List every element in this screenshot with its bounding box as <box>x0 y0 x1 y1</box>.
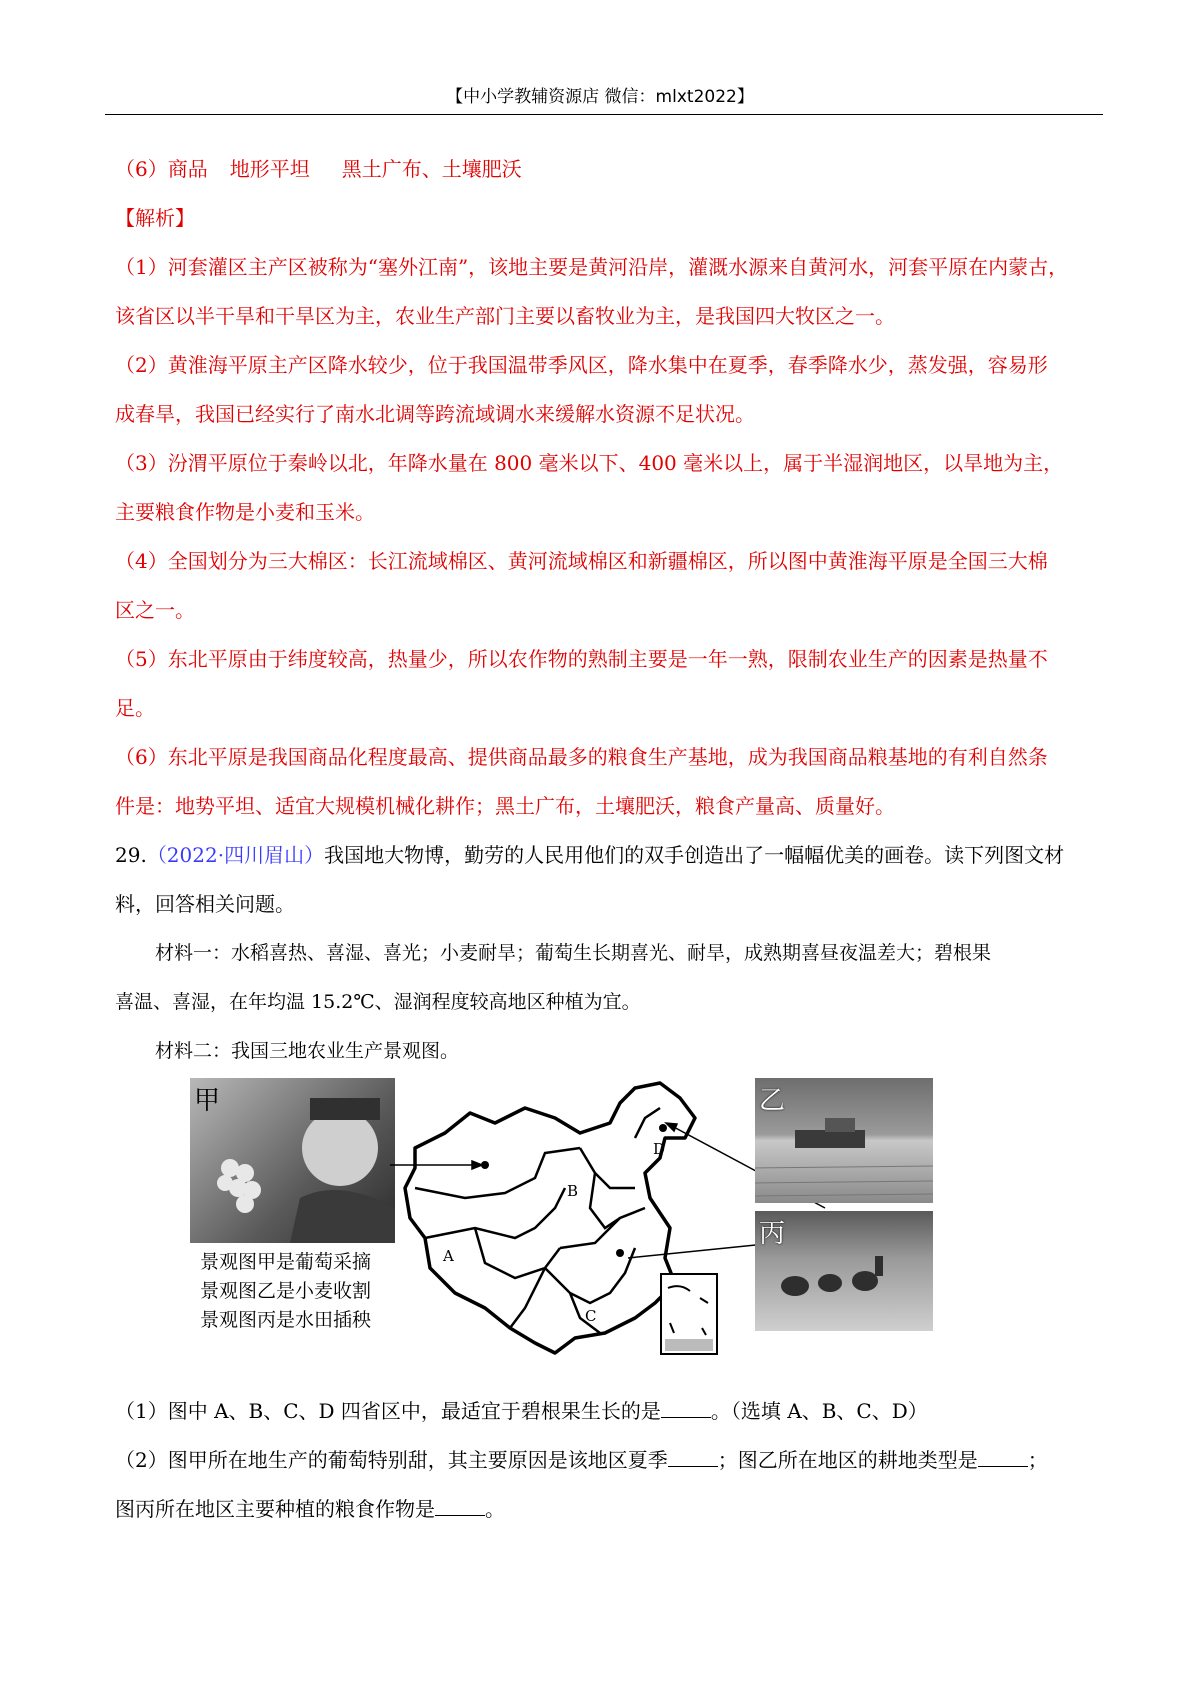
analysis-6-line1: （6）东北平原是我国商品化程度最高、提供商品最多的粮食生产基地，成为我国商品粮基地的有利自然条 <box>115 745 1048 769</box>
question-29 <box>115 831 1105 929</box>
answer-blank-2[interactable] <box>668 1446 718 1467</box>
question-text-2: 料，回答相关问题。 <box>115 892 295 916</box>
sub-question-1-text-a: （1）图中 A、B、C、D 四省区中，最适宜于碧根果生长的是 <box>115 1399 661 1423</box>
label-bing: 丙 <box>759 1219 786 1249</box>
question-text-1: 我国地大物博，勤劳的人民用他们的双手创造出了一幅幅优美的画卷。读下列图文材 <box>324 843 1065 867</box>
map-label-b: B <box>567 1182 579 1200</box>
photo-wheat-harvest <box>755 1078 933 1203</box>
sub-question-1 <box>115 1387 1105 1436</box>
photo-rice-transplanting <box>755 1211 933 1331</box>
answer-blank-3[interactable] <box>978 1446 1028 1467</box>
analysis-item-2 <box>115 341 1105 439</box>
answer-6 <box>115 145 1105 194</box>
sub-question-2-text-e: 。 <box>485 1497 505 1521</box>
question-number: 29. <box>115 843 147 867</box>
caption-bing: 景观图丙是水田插秧 <box>200 1309 372 1331</box>
analysis-5-line1: （5）东北平原由于纬度较高，热量少，所以农作物的熟制主要是一年一熟，限制农业生产的因素是热量不 <box>115 647 1048 671</box>
analysis-2-line1: （2）黄淮海平原主产区降水较少，位于我国温带季风区，降水集中在夏季，春季降水少，蒸发强，容易形 <box>115 353 1048 377</box>
analysis-item-5 <box>115 635 1105 733</box>
answer-blank-1[interactable] <box>661 1397 711 1418</box>
label-jia: 甲 <box>194 1086 221 1116</box>
analysis-item-1 <box>115 243 1105 341</box>
page-header: 【中小学教辅资源店 微信：mlxt2022】 <box>446 87 754 107</box>
analysis-item-6 <box>115 733 1105 831</box>
analysis-1-line1: （1）河套灌区主产区被称为“塞外江南”，该地主要是黄河沿岸，灌溉水源来自黄河水，河套平原在内蒙古， <box>115 255 1069 279</box>
answer-blank-4[interactable] <box>435 1495 485 1516</box>
analysis-3-line1: （3）汾渭平原位于秦岭以北，年降水量在 800 毫米以下、400 毫米以上，属于半湿润地区，以旱地为主， <box>115 451 1064 475</box>
answer-6-a: 商品 <box>167 157 208 181</box>
sub-question-2-text-b: ；图乙所在地区的耕地类型是 <box>717 1448 978 1472</box>
map-label-a: A <box>443 1247 454 1265</box>
analysis-5-line2: 足。 <box>115 696 155 720</box>
analysis-2-line2: 成春旱，我国已经实行了南水北调等跨流域调水来缓解水资源不足状况。 <box>115 402 755 426</box>
material-2: 材料二：我国三地农业生产景观图。 <box>155 1040 460 1062</box>
caption-yi: 景观图乙是小麦收割 <box>200 1280 372 1302</box>
analysis-item-4 <box>115 537 1105 635</box>
analysis-4-line2: 区之一。 <box>115 598 195 622</box>
answer-6-b: 地形平坦 <box>229 157 310 181</box>
header-divider <box>105 114 1103 115</box>
sub-question-1-text-b: 。（选填 A、B、C、D） <box>710 1399 928 1423</box>
analysis-title: 【解析】 <box>115 206 195 230</box>
analysis-3-line2: 主要粮食作物是小麦和玉米。 <box>115 500 375 524</box>
analysis-1-line2: 该省区以半干旱和干旱区为主，农业生产部门主要以畜牧业为主，是我国四大牧区之一。 <box>115 304 895 328</box>
analysis-item-3 <box>115 439 1105 537</box>
analysis-6-line2: 件是：地势平坦、适宜大规模机械化耕作；黑土广布，土壤肥沃，粮食产量高、质量好。 <box>115 794 895 818</box>
sub-question-2-text-a: （2）图甲所在地生产的葡萄特别甜，其主要原因是该地区夏季 <box>115 1448 668 1472</box>
analysis-4-line1: （4）全国划分为三大棉区：长江流域棉区、黄河流域棉区和新疆棉区，所以图中黄淮海平原是全国三大棉 <box>115 549 1048 573</box>
material-1-line2: 喜温、喜湿，在年均温 15.2℃、湿润程度较高地区种植为宜。 <box>115 991 641 1013</box>
sub-question-2-text-d: 图丙所在地区主要种植的粮食作物是 <box>115 1497 435 1521</box>
label-yi: 乙 <box>759 1086 786 1116</box>
material-1-line1: 材料一：水稻喜热、喜湿、喜光；小麦耐旱；葡萄生长期喜光、耐旱，成熟期喜昼夜温差大；碧根果 <box>155 942 992 964</box>
material-1 <box>115 929 1105 1027</box>
map-label-d: D <box>653 1140 666 1158</box>
map-label-c: C <box>585 1307 597 1325</box>
answer-6-c: 黑土广布、土壤肥沃 <box>341 157 522 181</box>
question-source: （2022·四川眉山） <box>146 843 325 867</box>
sub-question-2 <box>115 1436 1105 1534</box>
landscape-figure <box>190 1078 1030 1378</box>
answer-6-prefix: （6） <box>115 157 168 181</box>
sub-question-2-text-c: ； <box>1027 1448 1048 1472</box>
caption-jia: 景观图甲是葡萄采摘 <box>200 1251 372 1273</box>
